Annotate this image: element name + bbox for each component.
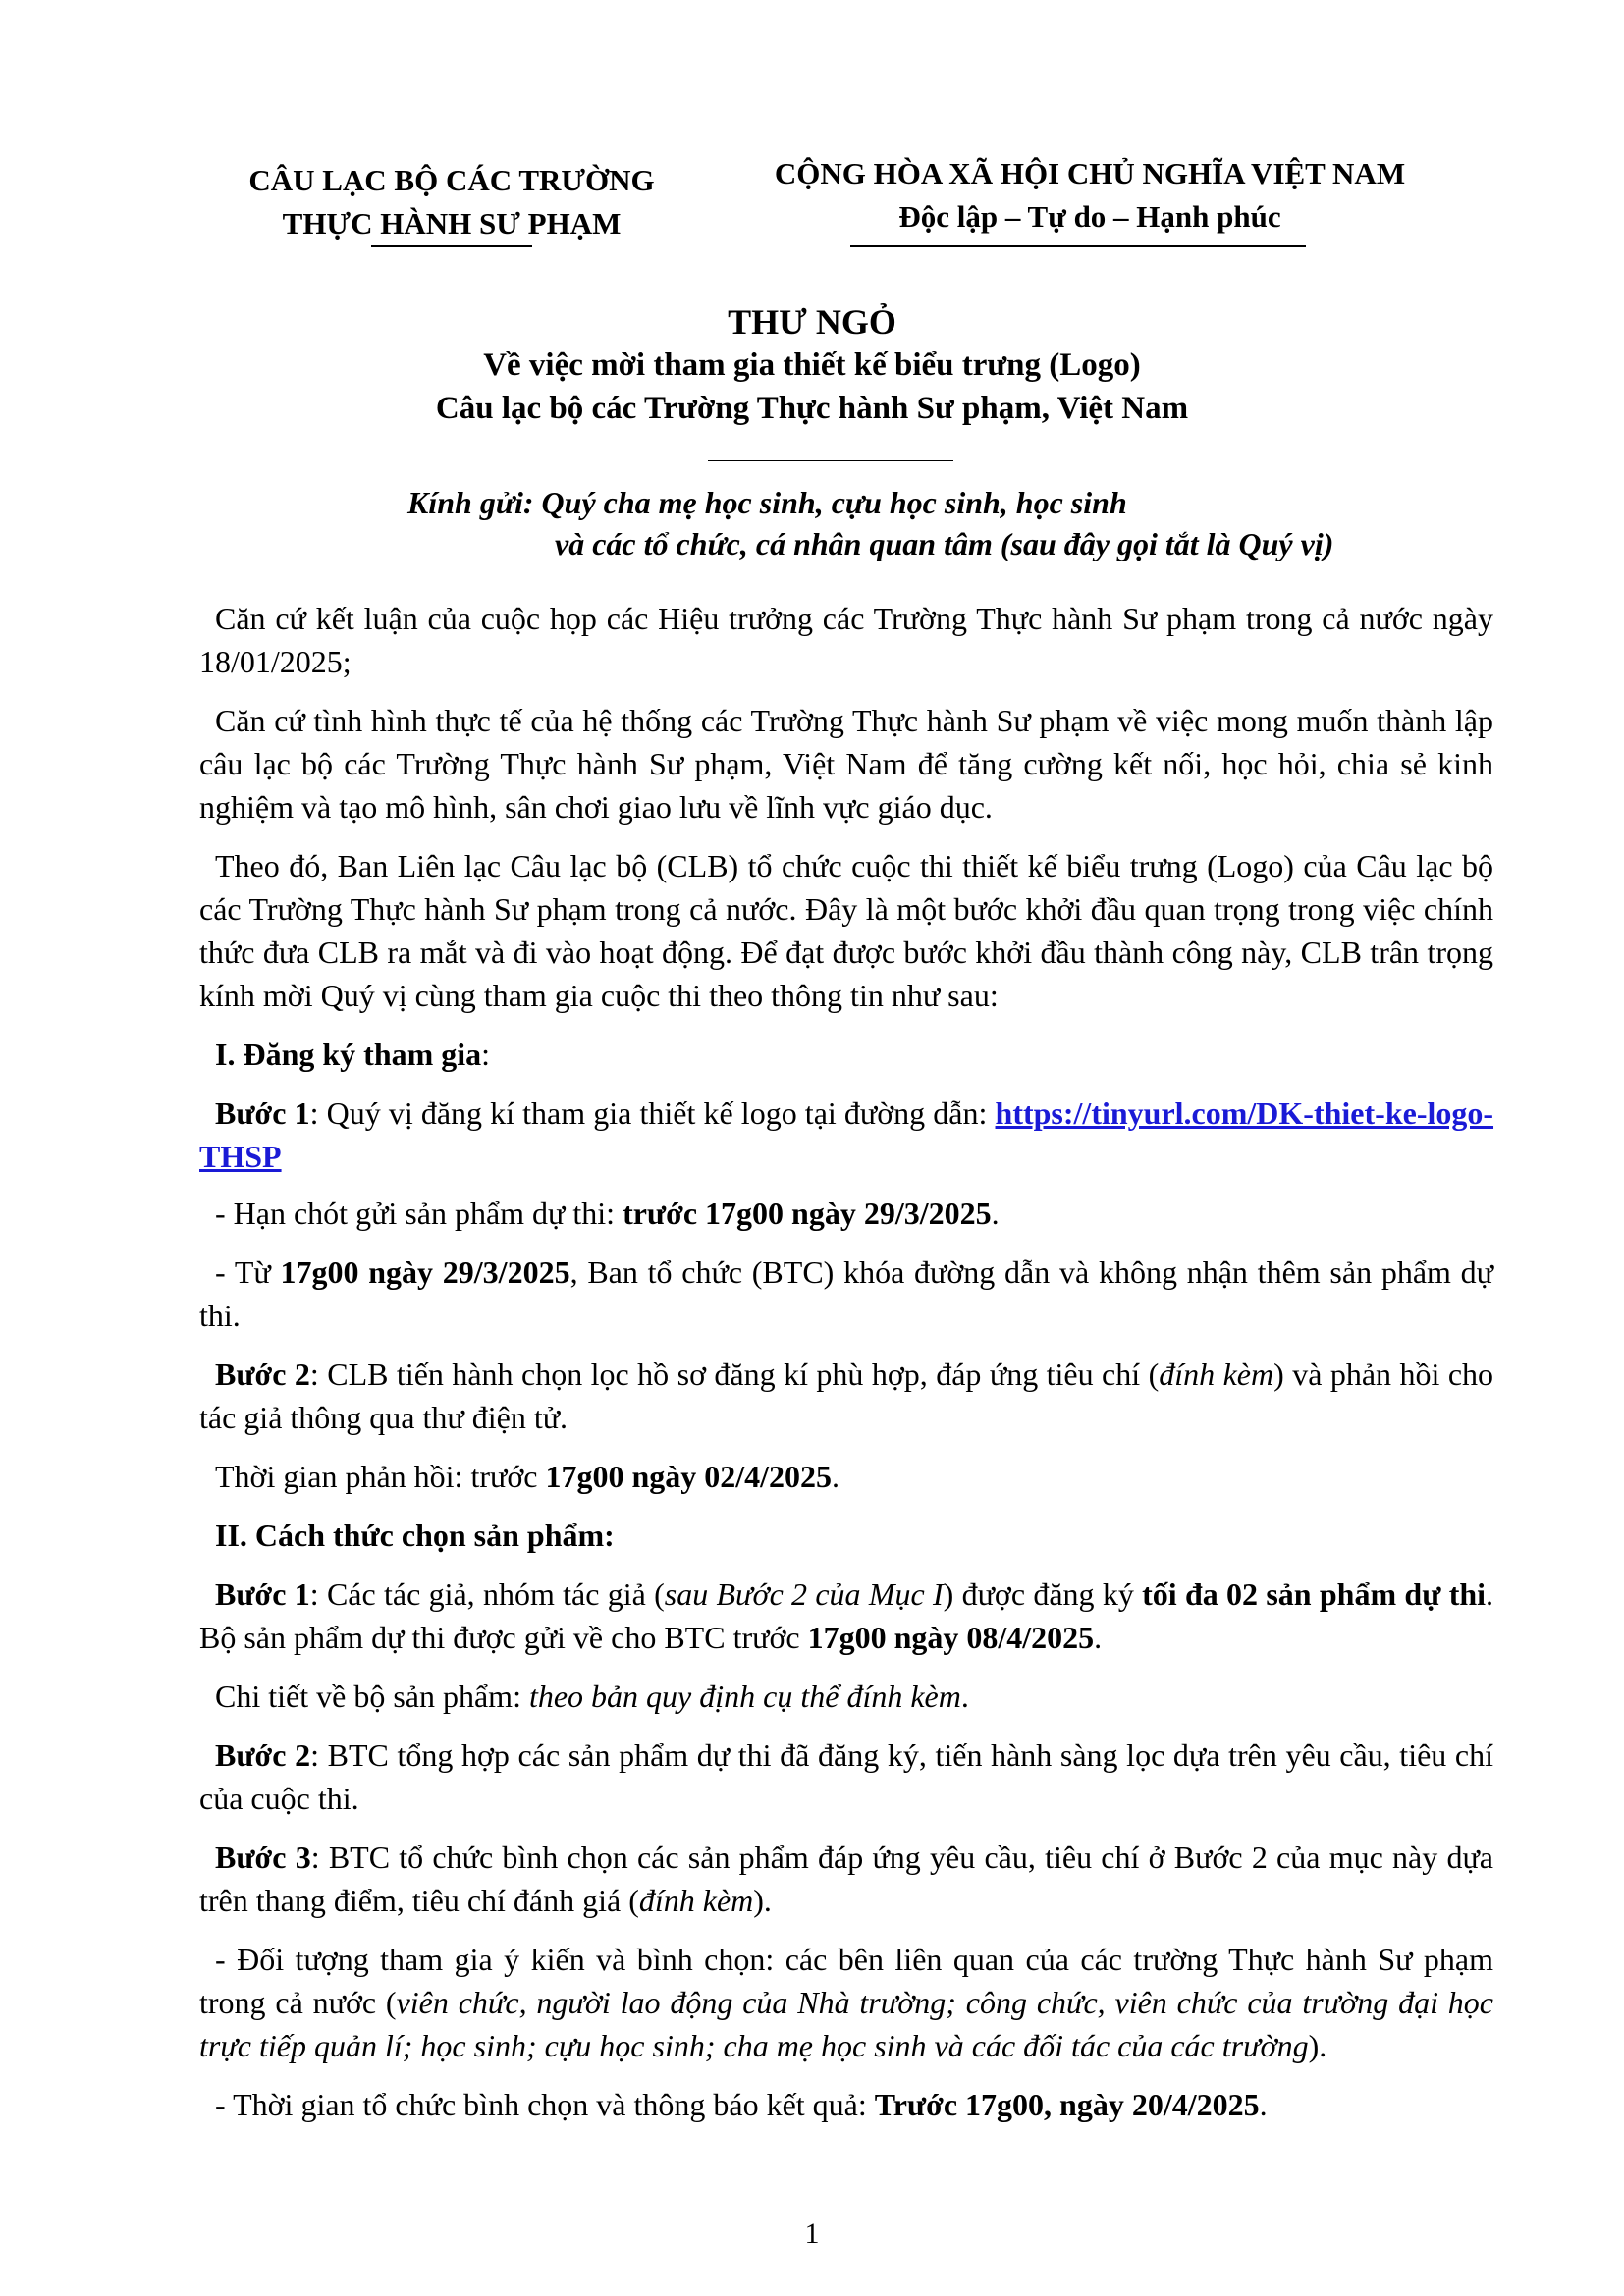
paragraph-basis-situation: Căn cứ tình hình thực tế của hệ thống các Trường Thực hành Sư phạm về việc mong muốn thành lập câu lạc bộ các Trường Thực hành Sư phạm, Việt Nam để tăng cường kết nối, học hỏi, chia sẻ kinh nghiệm và tạo mô hình, sân chơi giao lưu về lĩnh vực giáo dục. — [199, 703, 1493, 825]
org-line-1: CÂU LẠC BỘ CÁC TRƯỜNG — [248, 163, 655, 197]
national-motto — [722, 152, 1458, 239]
section-1-title: I. Đăng ký tham gia — [215, 1037, 482, 1072]
motto-underline — [850, 245, 1306, 247]
title-underline — [708, 460, 953, 461]
section-2-heading: II. Cách thức chọn sản phẩm: — [215, 1518, 615, 1553]
section-1-step-2: Bước 2: CLB tiến hành chọn lọc hồ sơ đăng kí phù hợp, đáp ứng tiêu chí (đính kèm) và phản hồi cho tác giả thông qua thư điện tử. — [199, 1357, 1494, 1435]
registration-link[interactable]: https://tinyurl.com/DK-thiet-ke-logo-THSP — [199, 1095, 1494, 1174]
letter-body — [199, 597, 1493, 2142]
reply-deadline: Thời gian phản hồi: trước 17g00 ngày 02/4/2025. — [215, 1459, 840, 1494]
submission-deadline: - Hạn chót gửi sản phẩm dự thi: trước 17g00 ngày 29/3/2025. — [215, 1196, 1000, 1231]
paragraph-basis-meeting: Căn cứ kết luận của cuộc họp các Hiệu trưởng các Trường Thực hành Sư phạm trong cả nước ngày 18/01/2025; — [199, 601, 1493, 679]
nation-line-2: Độc lập – Tự do – Hạnh phúc — [898, 199, 1281, 234]
paragraph-invitation: Theo đó, Ban Liên lạc Câu lạc bộ (CLB) tổ chức cuộc thi thiết kế biểu trưng (Logo) của Câu lạc bộ các Trường Thực hành Sư phạm trong cả nước. Đây là một bước khởi đầu quan trọng trong việc chính thức đưa CLB ra mắt và đi vào hoạt động. Để đạt được bước khởi đầu thành công này, CLB trân trọng kính mời Quý vị cùng tham gia cuộc thi theo thông tin như sau: — [199, 848, 1493, 1013]
section-2-step-3: Bước 3: BTC tổ chức bình chọn các sản phẩm đáp ứng yêu cầu, tiêu chí ở Bước 2 của mục này dựa trên thang điểm, tiêu chí đánh giá (đính kèm). — [199, 1840, 1494, 1918]
section-2-step-2: Bước 2: BTC tổng hợp các sản phẩm dự thi đã đăng ký, tiến hành sàng lọc dựa trên yêu cầu, tiêu chí của cuộc thi. — [199, 1737, 1494, 1816]
product-details: Chi tiết về bộ sản phẩm: theo bản quy định cụ thể đính kèm. — [215, 1679, 969, 1714]
org-underline — [371, 245, 532, 247]
voters-description: - Đối tượng tham gia ý kiến và bình chọn: các bên liên quan của các trường Thực hành Sư phạm trong cả nước (viên chức, người lao động của Nhà trường; công chức, viên chức của trường đại học trực tiếp quản lí; học sinh; cựu học sinh; cha mẹ học sinh và các đối tác của các trường). — [199, 1942, 1494, 2063]
step-label: Bước 1 — [215, 1095, 310, 1131]
page-number: 1 — [804, 2217, 820, 2250]
nation-line-1: CỘNG HÒA XÃ HỘI CHỦ NGHĨA VIỆT NAM — [774, 156, 1406, 190]
org-line-2: THỰC HÀNH SƯ PHẠM — [282, 206, 622, 240]
step-label: Bước 3 — [215, 1840, 311, 1875]
recipient-line-2: và các tổ chức, cá nhân quan tâm (sau đây gọi tắt là Quý vị) — [555, 526, 1334, 561]
document-subtitle-1: Về việc mời tham gia thiết kế biểu trưng (Logo) — [483, 347, 1141, 383]
step-label: Bước 1 — [215, 1576, 310, 1612]
link-lock-notice: - Từ 17g00 ngày 29/3/2025, Ban tổ chức (BTC) khóa đường dẫn và không nhận thêm sản phẩm dự thi. — [199, 1255, 1494, 1333]
result-announcement: - Thời gian tổ chức bình chọn và thông báo kết quả: Trước 17g00, ngày 20/4/2025. — [215, 2087, 1268, 2122]
document-subtitle-2: Câu lạc bộ các Trường Thực hành Sư phạm, Việt Nam — [435, 391, 1189, 426]
section-2-step-1: Bước 1: Các tác giả, nhóm tác giả (sau Bước 2 của Mục I) được đăng ký tối đa 02 sản phẩm dự thi. Bộ sản phẩm dự thi được gửi về cho BTC trước 17g00 ngày 08/4/2025. — [199, 1576, 1494, 1655]
step-label: Bước 2 — [215, 1737, 311, 1773]
document-title: THƯ NGỎ — [728, 302, 896, 342]
issuing-organization — [201, 159, 702, 245]
section-1-heading: I. Đăng ký tham gia: — [215, 1037, 491, 1072]
section-1-step-1: Bước 1: Quý vị đăng kí tham gia thiết kế logo tại đường dẫn: https://tinyurl.com/DK-thiet-ke-logo-THSP — [199, 1095, 1494, 1174]
recipient-line-1: Kính gửi: Quý cha mẹ học sinh, cựu học sinh, học sinh — [407, 485, 1127, 520]
step-label: Bước 2 — [215, 1357, 310, 1392]
